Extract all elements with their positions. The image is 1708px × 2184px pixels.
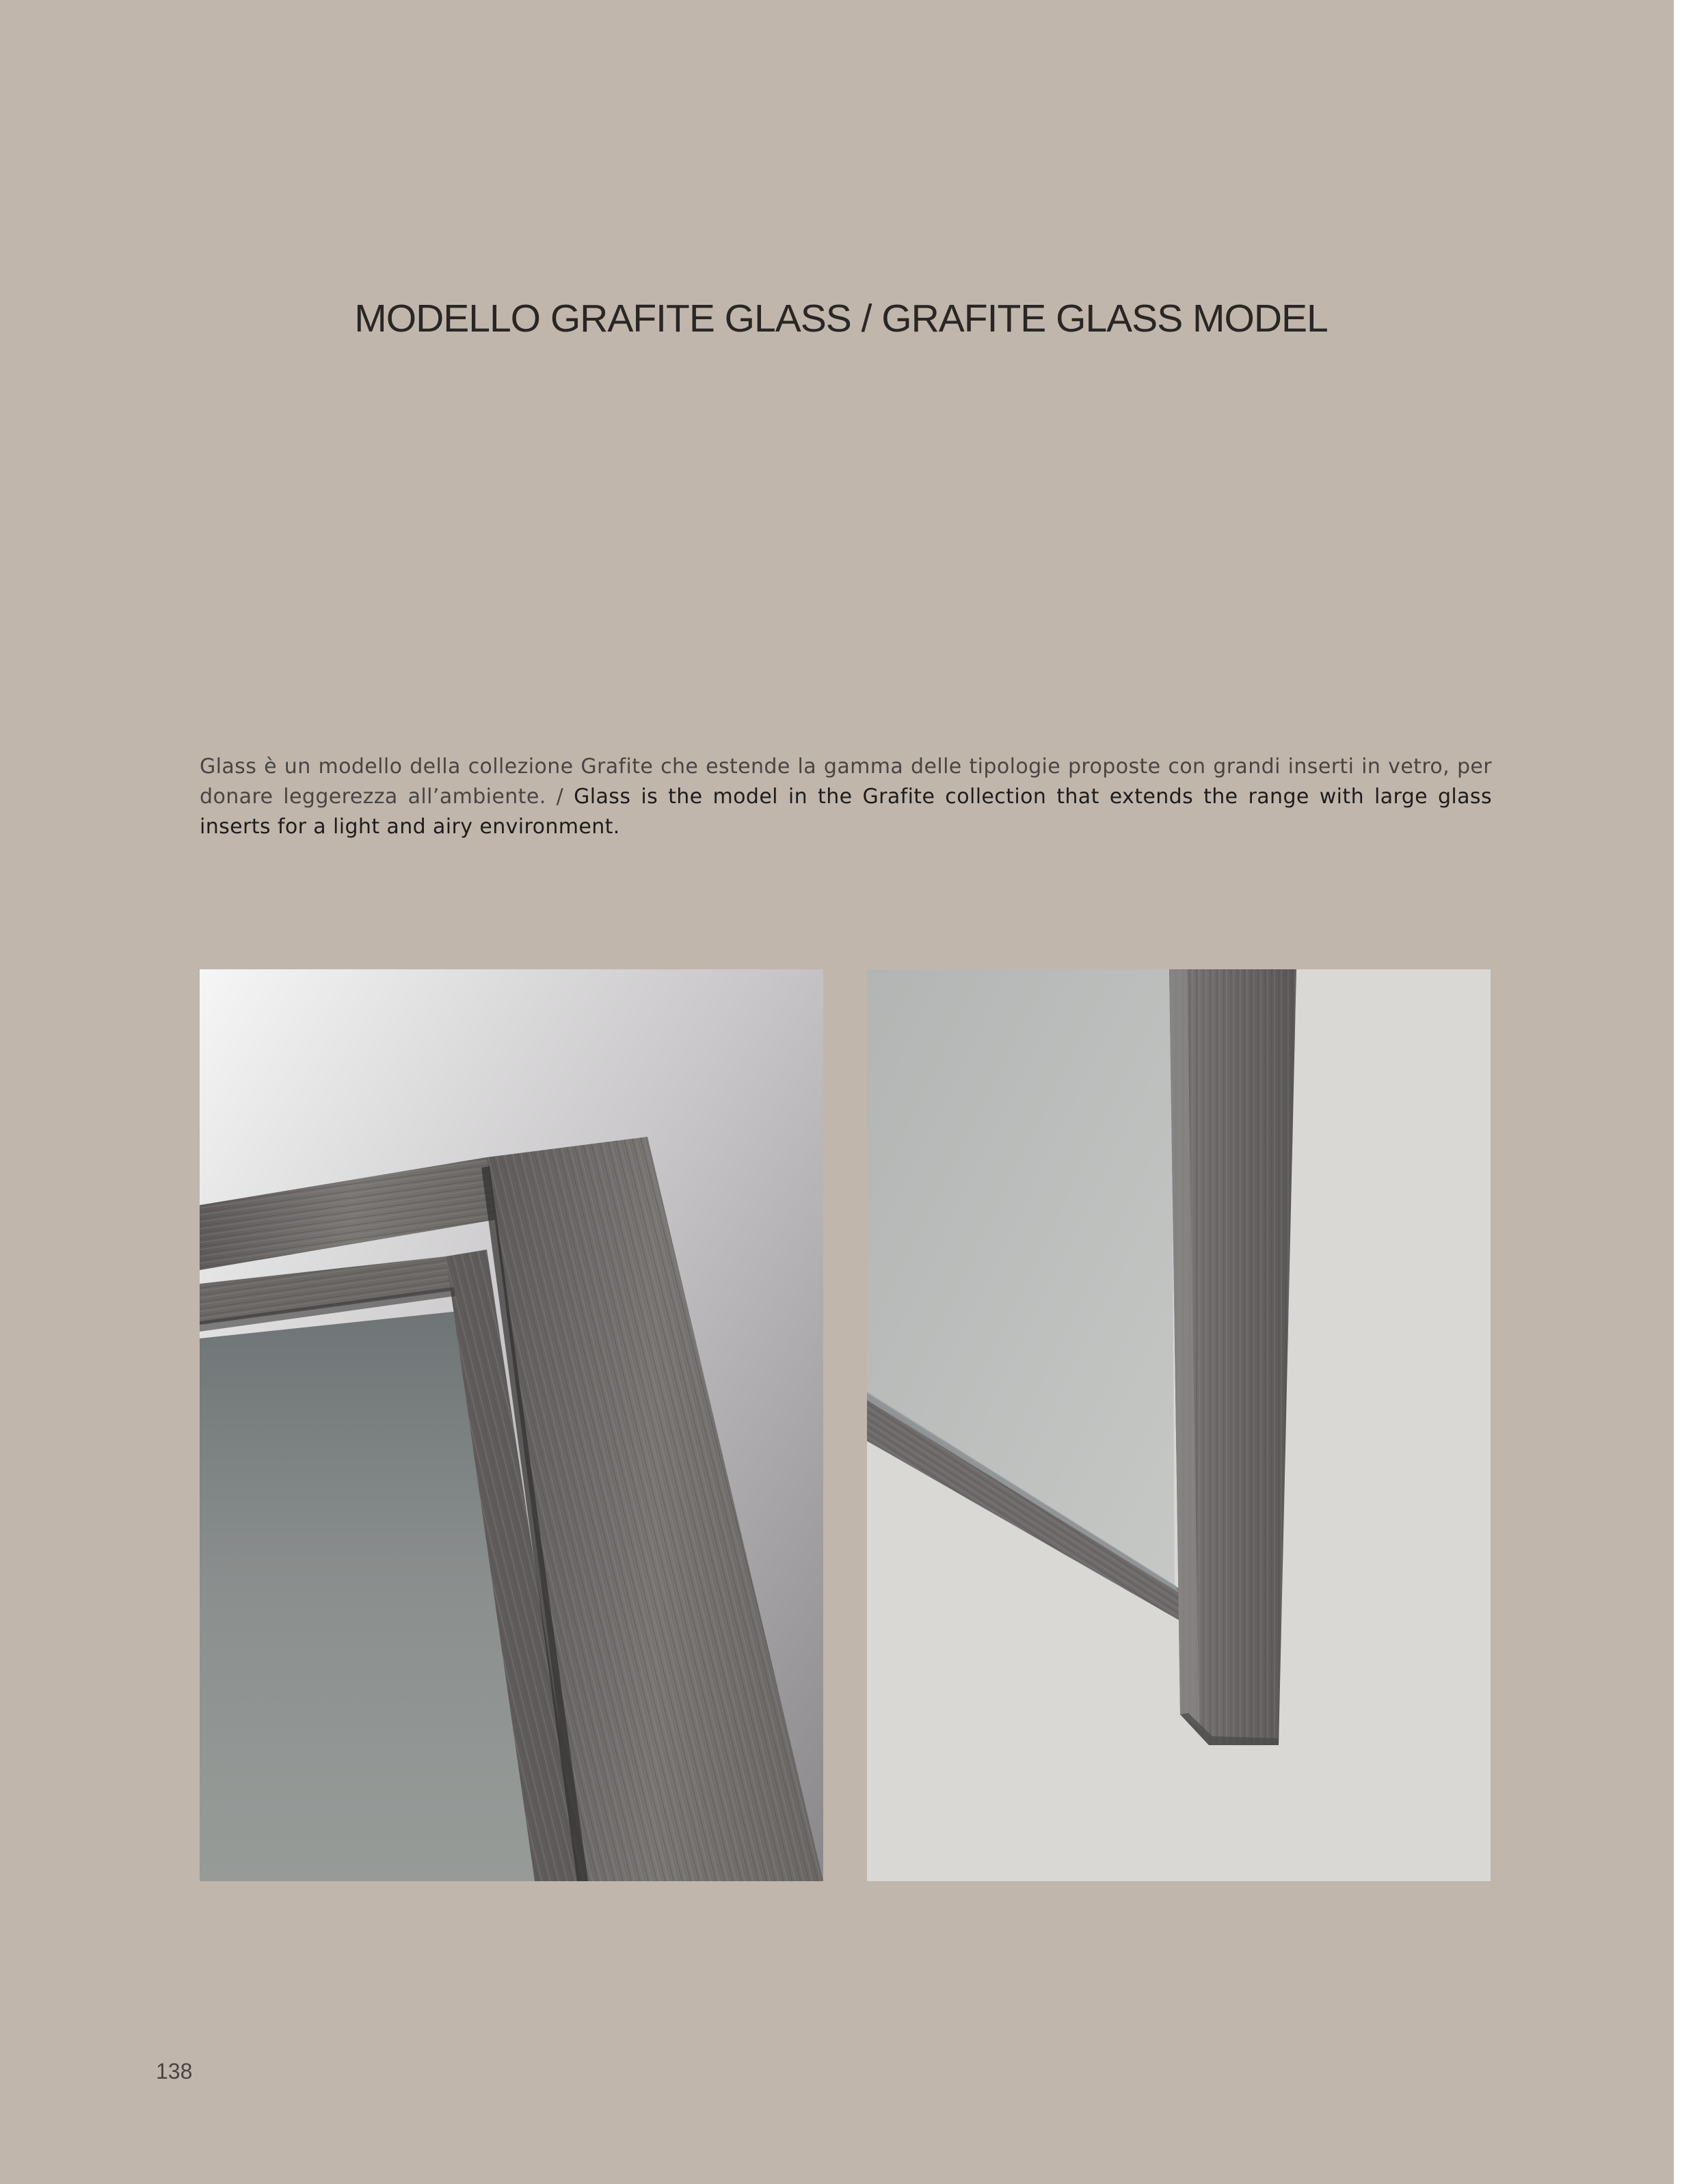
- door-corner-photo: [200, 969, 823, 1881]
- page-title: MODELLO GRAFITE GLASS / GRAFITE GLASS MODEL: [354, 297, 1328, 341]
- page-margin: [1674, 0, 1708, 2184]
- intro-paragraph: [200, 752, 1492, 842]
- intro-text-italian: Glass è un modello della collezione Grafite che estende la gamma delle tipologie proposte con grandi inserti in vetro, per donare leggerezza all’ambiente. /: [200, 755, 1492, 809]
- door-bottom-corner-photo: [867, 969, 1491, 1881]
- intro-text-english: Glass is the model in the Grafite collection that extends the range with large glass inserts for a light and airy environment.: [200, 785, 1492, 839]
- page-number: 138: [156, 2059, 193, 2084]
